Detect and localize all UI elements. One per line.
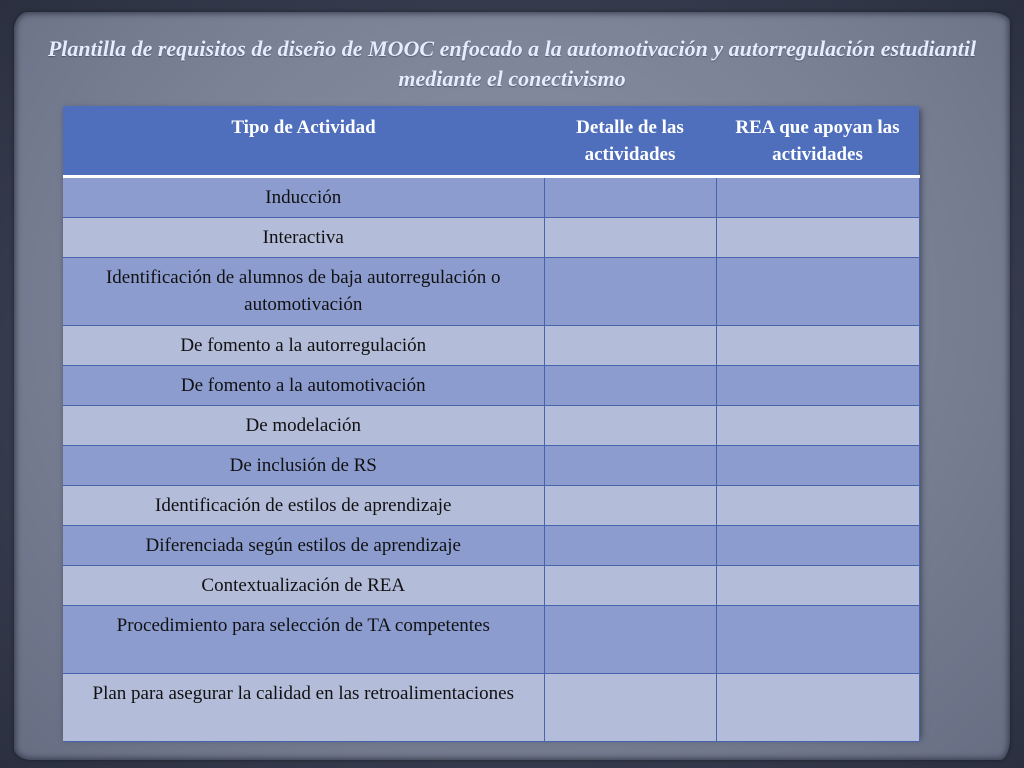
cell-rea	[716, 326, 919, 366]
cell-detalle	[544, 406, 716, 446]
cell-detalle	[544, 446, 716, 486]
cell-rea	[716, 486, 919, 526]
table-row	[63, 566, 919, 606]
table-row	[63, 218, 919, 258]
cell-tipo-actividad: Identificación de alumnos de baja autorregulación o automotivación	[63, 258, 544, 326]
table-row	[63, 366, 919, 406]
cell-detalle	[544, 258, 716, 326]
cell-tipo-actividad: Interactiva	[63, 218, 544, 258]
cell-detalle	[544, 326, 716, 366]
table-row	[63, 674, 919, 742]
cell-detalle	[544, 674, 716, 742]
table-row	[63, 606, 919, 674]
header-detalle-actividades: Detalle de las actividades	[544, 106, 716, 177]
cell-tipo-actividad: Contextualización de REA	[63, 566, 544, 606]
cell-rea	[716, 526, 919, 566]
cell-rea	[716, 406, 919, 446]
cell-tipo-actividad: Inducción	[63, 177, 544, 218]
cell-rea	[716, 446, 919, 486]
cell-detalle	[544, 486, 716, 526]
table-row	[63, 526, 919, 566]
cell-detalle	[544, 218, 716, 258]
table-row	[63, 326, 919, 366]
cell-rea	[716, 366, 919, 406]
cell-detalle	[544, 606, 716, 674]
table-row	[63, 446, 919, 486]
cell-rea	[716, 177, 919, 218]
cell-rea	[716, 606, 919, 674]
table-row	[63, 177, 919, 218]
cell-tipo-actividad: De fomento a la autorregulación	[63, 326, 544, 366]
cell-tipo-actividad: De modelación	[63, 406, 544, 446]
cell-detalle	[544, 566, 716, 606]
cell-rea	[716, 674, 919, 742]
cell-rea	[716, 218, 919, 258]
requirements-table	[63, 106, 920, 742]
cell-tipo-actividad: Identificación de estilos de aprendizaje	[63, 486, 544, 526]
requirements-table-container	[63, 106, 919, 736]
cell-tipo-actividad: Procedimiento para selección de TA competentes	[63, 606, 544, 674]
cell-detalle	[544, 366, 716, 406]
table-header-row	[63, 106, 919, 177]
cell-tipo-actividad: Plan para asegurar la calidad en las retroalimentaciones	[63, 674, 544, 742]
cell-detalle	[544, 526, 716, 566]
cell-detalle	[544, 177, 716, 218]
table-row	[63, 258, 919, 326]
header-rea-actividades: REA que apoyan las actividades	[716, 106, 919, 177]
cell-rea	[716, 566, 919, 606]
table-row	[63, 406, 919, 446]
cell-rea	[716, 258, 919, 326]
cell-tipo-actividad: De fomento a la automotivación	[63, 366, 544, 406]
table-row	[63, 486, 919, 526]
cell-tipo-actividad: Diferenciada según estilos de aprendizaje	[63, 526, 544, 566]
cell-tipo-actividad: De inclusión de RS	[63, 446, 544, 486]
slide-title: Plantilla de requisitos de diseño de MOOC enfocado a la automotivación y autorregulación estudiantil mediante el conectivismo	[47, 36, 977, 91]
header-tipo-actividad: Tipo de Actividad	[63, 106, 544, 177]
